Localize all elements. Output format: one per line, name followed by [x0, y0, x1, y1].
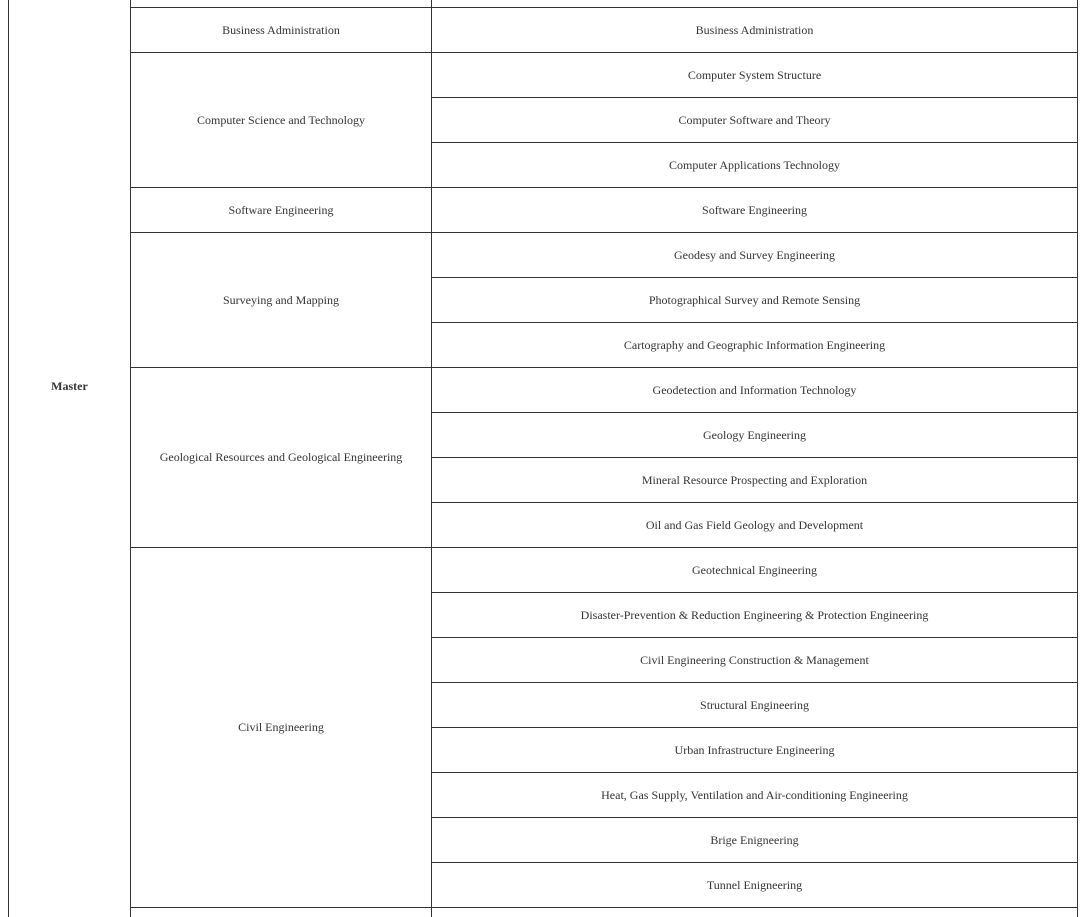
major-cell — [432, 53, 1077, 97]
major-cell — [432, 548, 1077, 592]
major-cell-label: Tunnel Enigneering — [706, 877, 803, 892]
discipline-cell-label: Surveying and Mapping — [223, 292, 339, 307]
major-cell-label: Heat, Gas Supply, Ventilation and Air-conditioning Engineering — [601, 787, 908, 802]
major-cell — [432, 593, 1077, 637]
discipline-cell-label: Civil Engineering — [238, 720, 324, 734]
major-cell — [432, 773, 1077, 817]
major-cell — [432, 638, 1077, 682]
major-cell-label: Brige Enigneering — [710, 832, 799, 847]
major-cell-label: Computer System Structure — [687, 67, 822, 82]
major-cell-label: Business Administration — [695, 22, 814, 37]
degree-cell — [9, 0, 130, 772]
discipline-cell — [131, 548, 431, 907]
major-cell-label: Computer Software and Theory — [678, 112, 831, 127]
discipline-cell — [131, 53, 431, 187]
discipline-cell-label: Geological Resources and Geological Engineering — [159, 450, 403, 464]
major-cell — [432, 323, 1077, 367]
major-cell — [432, 143, 1077, 187]
major-cell-label: Urban Infrastructure Engineering — [674, 742, 835, 757]
major-cell-label: Civil Engineering Construction & Management — [640, 652, 869, 667]
major-cell-label: Geodesy and Survey Engineering — [674, 247, 835, 262]
discipline-cell — [131, 368, 431, 547]
major-cell-label: Mineral Resource Prospecting and Exploration — [641, 472, 868, 487]
discipline-cell — [131, 233, 431, 367]
major-cell-label: Geodetection and Information Technology — [652, 382, 857, 397]
major-cell — [432, 728, 1077, 772]
table-border-right — [1077, 0, 1078, 917]
discipline-cell — [131, 188, 431, 232]
discipline-cell-label: Business Administration — [222, 22, 340, 37]
major-cell-label: Structural Engineering — [700, 697, 809, 712]
major-cell-label: Computer Applications Technology — [669, 157, 840, 172]
major-cell-label: Geology Engineering — [703, 427, 806, 442]
major-cell-label: Cartography and Geographic Information Engineering — [623, 337, 886, 352]
major-cell — [432, 233, 1077, 277]
major-cell — [432, 98, 1077, 142]
major-cell — [432, 818, 1077, 862]
major-cell — [432, 188, 1077, 232]
major-cell — [432, 863, 1077, 907]
discipline-cell-label: Software Engineering — [228, 202, 334, 217]
degree-label: Master — [51, 378, 88, 393]
major-cell — [432, 503, 1077, 547]
group-row-border — [130, 907, 1078, 908]
major-cell-label: Photographical Survey and Remote Sensing — [648, 292, 861, 307]
major-cell — [432, 413, 1077, 457]
major-cell — [432, 368, 1077, 412]
major-cell — [432, 278, 1077, 322]
major-cell-label: Software Engineering — [702, 202, 807, 217]
major-cell — [432, 8, 1077, 52]
major-cell-label: Geotechnical Engineering — [692, 562, 817, 577]
discipline-cell-label: Computer Science and Technology — [197, 112, 365, 127]
major-cell — [432, 683, 1077, 727]
major-cell-label: Oil and Gas Field Geology and Development — [645, 517, 864, 532]
discipline-cell — [131, 8, 431, 52]
major-cell — [432, 458, 1077, 502]
major-cell-label: Disaster-Prevention & Reduction Engineering & Protection Engineering — [580, 607, 929, 622]
